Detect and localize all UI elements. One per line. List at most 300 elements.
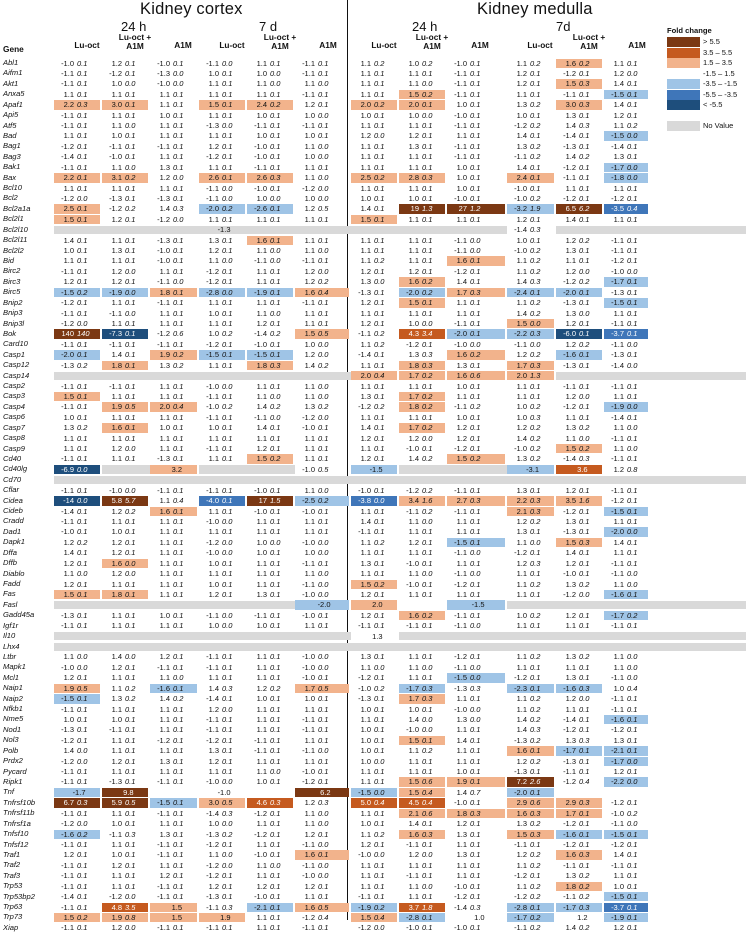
gene-name: Nol3 [3,735,19,745]
fold-change-cell: 1.2 0.1 [208,756,233,766]
fold-change-cell: 1.1 0.2 [408,746,433,756]
gene-name: Trp63 [3,902,23,912]
fold-change-cell: 1.0 0.1 [63,412,88,422]
fold-change-cell: -1.6 0.1 [556,830,602,839]
fold-change-cell: -1.1 0.0 [109,308,136,318]
fold-change-cell: 1.2 0.0 [111,569,136,579]
fold-change-cell: -1.7 0.2 [604,611,648,620]
fold-change-cell: -1.0 0.2 [358,683,385,693]
fold-change-cell: -1.0 0.0 [206,381,233,391]
fold-change-cell: -1.0 0.1 [406,558,433,568]
fold-change-cell: -1.0 0.1 [358,485,385,495]
fold-change-cell: -1.5 0.1 [447,538,505,547]
no-value-band [102,465,150,473]
fold-change-cell: -1.1 0.1 [611,694,638,704]
gene-column-header: Gene [3,44,24,54]
legend-item [667,121,746,131]
fold-change-cell: 1.2 0.1 [111,860,136,870]
fold-change-cell: 1.4 0.1 [613,850,638,860]
fold-change-cell: 1.1 0.0 [304,246,329,256]
fold-change-cell: 1.1 0.1 [111,746,136,756]
fold-change-cell: -1.2 0.0 [302,412,329,422]
fold-change-cell: 1.4 0.1 [613,79,638,89]
fold-change-cell: 1.1 0.1 [613,308,638,318]
fold-change-cell: -1.1 0.1 [157,840,184,849]
fold-change-cell: 1.1 0.1 [159,725,184,735]
fold-change-cell: 1.1 0.1 [456,725,481,735]
gene-name: Casp8 [3,433,25,443]
fold-change-cell: -1.2 0.2 [514,121,541,131]
fold-change-cell: -1.9 0.1 [604,913,648,922]
fold-change-cell: 1.1 0.4 [159,496,184,506]
fold-change-cell: 1.6 0.1 [150,507,197,516]
fold-change-cell: 1.1 0.1 [360,308,385,318]
fold-change-cell: 1.8 0.2 [556,882,602,891]
fold-change-cell: 1.6 0.2 [399,611,445,620]
gene-name: Card10 [3,339,28,349]
fold-change-cell: -1.6 0.1 [604,590,648,599]
fold-change-cell: -1.5 0.0 [351,788,397,797]
fold-change-cell: 1.1 0.0 [111,121,136,131]
fold-change-cell: -1.0 0.1 [157,246,184,256]
fold-change-cell: -1.2 0.1 [206,277,233,287]
fold-change-cell: 1.1 0.1 [256,819,281,829]
fold-change-cell: 1.9 0.2 [150,350,197,359]
fold-change-cell: 1.1 0.1 [159,152,184,162]
fold-change-cell: 1.2 0.1 [256,444,281,454]
fold-change-cell: -1.3 0.1 [109,777,136,787]
fold-change-cell: 1.1 0.1 [256,714,281,724]
fold-change-cell: 1.1 0.1 [159,714,184,724]
fold-change-cell: 1.2 0.1 [516,68,541,78]
gene-name: Ripk1 [3,776,23,786]
fold-change-cell: 2.0 0.1 [399,100,445,109]
table-row [0,350,746,360]
table-row [0,475,746,485]
fold-change-cell: 1.1 0.1 [159,527,184,537]
no-value-band [54,476,746,484]
fold-change-cell: -1.1 0.1 [61,68,88,78]
fold-change-cell: 1.3 0.2 [565,423,590,433]
fold-change-cell: -1.0 0.1 [454,923,481,933]
fold-change-cell: 1.1 0.1 [159,621,184,631]
fold-change-cell: 17 1.5 [247,496,293,505]
fold-change-cell: -2.0 0.2 [399,288,445,297]
fold-change-cell: 1.1 0.1 [304,704,329,714]
fold-change-cell: 1.1 0.1 [256,381,281,391]
no-value-band [54,372,351,380]
fold-change-cell: 2.8 0.3 [399,173,445,182]
fold-change-cell: -1.0 0.5 [302,464,329,474]
fold-change-cell: 1.1 0.2 [516,881,541,891]
fold-change-cell: 1.3 0.1 [456,829,481,839]
fold-change-cell: 1.0 0.0 [304,110,329,120]
fold-change-cell: 1.1 0.1 [159,516,184,526]
fold-change-cell: -1.1 0.1 [254,746,281,756]
fold-change-cell: 1.1 0.1 [456,756,481,766]
fold-change-cell: 1.2 0.1 [111,756,136,766]
gene-name: Dffa [3,547,17,557]
fold-change-cell: 1.4 0.2 [256,402,281,412]
fold-change-cell: 1.8 0.1 [150,288,197,297]
fold-change-cell: -1.1 0.1 [302,256,329,266]
gene-name: Gadd45a [3,610,35,620]
fold-change-cell: 1.4 0.1 [456,277,481,287]
fold-change-cell: -1.1 0.1 [61,308,88,318]
fold-change-cell: 1.0 0.1 [159,610,184,620]
fold-change-cell: 1.1 0.0 [516,537,541,547]
fold-change-cell: 1.1 0.2 [360,58,385,68]
fold-change-cell: -1.1 0.0 [454,621,481,631]
fold-change-cell: 1.1 0.1 [256,89,281,99]
fold-change-cell: 1.4 0.3 [516,725,541,735]
fold-change-cell: 1.3 0.1 [159,756,184,766]
fold-change-cell: 1.1 0.1 [256,527,281,537]
fold-change-cell: 1.1 0.1 [159,558,184,568]
fold-change-cell: 1.1 0.1 [256,266,281,276]
fold-change-cell: 1.4 0.0 [408,714,433,724]
fold-change-cell: 1.2 0.0 [408,850,433,860]
fold-change-cell: 1.2 0.1 [360,266,385,276]
fold-change-cell: 1.6 0.1 [447,256,505,265]
fold-change-cell: 1.1 0.1 [360,121,385,131]
gene-name: Tnfrsf1a [3,818,31,828]
fold-change-cell: 1.8 0.1 [102,361,148,370]
fold-change-cell: 4.8 3.5 [102,903,148,912]
fold-change-cell: 1.1 0.1 [208,569,233,579]
fold-change-cell: 2.7 0.3 [447,496,505,505]
fold-change-cell: 1.4 0.1 [360,516,385,526]
fold-change-cell: 1.1 0.1 [159,579,184,589]
fold-change-cell: 1.2 0.1 [159,652,184,662]
fold-change-cell: 1.1 0.1 [408,673,433,683]
fold-change-cell: 1.2 0.1 [208,246,233,256]
fold-change-cell: 1.3 0.1 [516,485,541,495]
legend-item [667,90,746,100]
fold-change-cell: 1.2 0.1 [111,662,136,672]
fold-change-cell: -1.0 0.2 [514,246,541,256]
fold-change-cell: 1.0 0.1 [360,193,385,203]
fold-change-cell: -1.1 0.0 [611,673,638,683]
fold-change-cell: 1.1 0.1 [159,391,184,401]
fold-change-cell: 1.1 0.1 [408,756,433,766]
fold-change-cell: -1.1 0.0 [302,840,329,849]
fold-change-cell: 1.0 0.1 [304,694,329,704]
fold-change-cell: 1.3 0.2 [565,871,590,881]
fold-change-cell: 1.5 0.1 [351,215,397,224]
fold-change-cell: -1.1 0.1 [563,767,590,777]
fold-change-cell: -1.1 0.1 [611,621,638,631]
table-row [0,225,746,235]
fold-change-cell: -1.2 0.1 [563,162,590,172]
column-header: A1M [471,40,489,50]
fold-change-cell: -1.1 0.1 [358,892,385,902]
table-row [0,714,746,724]
fold-change-cell: -1.1 0.1 [61,485,88,495]
fold-change-cell: -1.1 0.1 [61,121,88,131]
fold-change-cell: 1.2 0.1 [304,881,329,891]
fold-change-cell: -1.5 0.1 [150,798,197,807]
fold-change-cell: -1.0 0.1 [406,923,433,933]
fold-change-cell: -1.0 0.1 [302,506,329,516]
legend-item [667,48,746,58]
fold-change-cell: -1.1 0.1 [254,735,281,745]
legend-title: Fold change [667,26,712,35]
fold-change-cell: -1.7 [54,788,100,797]
fold-change-cell: -1.1 0.1 [454,610,481,620]
fold-change-cell: 1.5 0.4 [399,788,445,797]
fold-change-cell: 2.9 0.6 [507,798,554,807]
fold-change-cell: 1.1 0.1 [613,214,638,224]
gene-name: Bcl2l11 [3,235,28,245]
fold-change-cell: -1.0 0.0 [454,704,481,714]
gene-name: Fadd [3,579,21,588]
fold-change-cell: 1.5 0.2 [447,454,505,463]
fold-change-cell: 1.1 0.1 [256,433,281,443]
fold-change-cell: -1.0 0.1 [302,673,329,683]
fold-change-cell: 1.5 0.1 [54,215,100,224]
fold-change-cell: 1.2 0.1 [63,673,88,683]
fold-change-cell: 1.2 0.1 [304,829,329,839]
fold-change-cell: 19 1.3 [399,204,445,213]
fold-change-cell: -6.9 0.0 [54,465,100,474]
fold-change-cell: 1.1 0.2 [613,121,638,131]
fold-change-cell: -1.2 0.4 [563,777,590,787]
fold-change-cell: -1.1 0.1 [454,319,481,328]
fold-change-cell: 1.4 0.1 [613,100,638,110]
no-value-band [199,465,295,473]
fold-change-cell: 1.8 0.3 [447,809,505,818]
fold-change-cell: 1.7 0.5 [295,684,349,693]
fold-change-cell: 1.1 0.1 [111,89,136,99]
fold-change-cell: -1.2 0.1 [358,673,385,683]
fold-change-cell: 1.5 [150,903,197,912]
fold-change-cell: 1.3 0.2 [516,819,541,829]
fold-change-cell: -1.0 0.1 [254,506,281,516]
table-row [0,339,746,349]
fold-change-cell: 1.3 0.1 [565,673,590,683]
table-row [0,412,746,422]
fold-change-cell: -1.1 0.1 [61,339,88,349]
no-value-band [399,465,507,473]
fold-change-cell: -1.1 0.1 [206,412,233,422]
fold-change-cell: -1.0 0.0 [206,516,233,526]
fold-change-cell: 1.1 0.1 [565,621,590,631]
fold-change-cell: 1.0 0.0 [408,319,433,328]
fold-change-cell: 1.1 0.1 [360,569,385,579]
gene-name: Casp4 [3,401,25,411]
fold-change-cell: 1.6 0.5 [295,903,349,912]
fold-change-cell: -1.4 0.1 [61,892,88,902]
fold-change-cell: -1.1 0.0 [302,860,329,870]
fold-change-cell: -1.4 0.1 [61,506,88,516]
fold-change-cell: 1.1 0.0 [304,79,329,89]
fold-change-cell: -1.1 0.1 [157,662,184,672]
fold-change-cell: 1.1 0.1 [360,767,385,777]
fold-change-cell: 1.0 0.1 [208,308,233,318]
fold-change-cell: -1.0 0.1 [302,610,329,620]
fold-change-cell: 1.1 0.1 [159,569,184,579]
fold-change-cell: 1.3 0.3 [565,735,590,745]
fold-change-cell: -1.1 0.1 [302,725,329,735]
fold-change-cell: 1.2 0.0 [565,694,590,704]
fold-change-cell: 9.8 [102,788,148,797]
fold-change-cell: -1.0 0.0 [109,485,136,495]
fold-change-cell: -14 0.0 [54,496,100,505]
fold-change-cell: 1.2 0.0 [565,266,590,276]
fold-change-cell: 1.1 0.0 [63,569,88,579]
fold-change-cell: 1.8 0.1 [102,590,148,599]
column-header: Lu-oct + A1M [118,32,152,51]
fold-change-cell: 1.1 0.1 [408,860,433,870]
fold-change-cell: 1.1 0.1 [304,214,329,224]
fold-change-cell: 1.3 0.1 [456,360,481,370]
gene-name: Bcl2l1 [3,214,24,224]
fold-change-cell: 1.0 0.2 [408,58,433,68]
fold-change-cell: -1.1 0.1 [611,860,638,870]
fold-change-cell: -1.2 0.1 [206,871,233,881]
gene-name: Trp53 [3,881,23,891]
fold-change-cell: -1.1 0.0 [454,548,481,558]
gene-name: Nme5 [3,714,24,724]
fold-change-cell: 1.1 0.0 [304,819,329,829]
fold-change-cell: 1.2 0.1 [408,131,433,141]
fold-change-cell: 1.1 0.1 [456,871,481,881]
fold-change-cell: -1.1 0.0 [302,579,329,589]
fold-change-cell: -1.3 0.2 [61,360,88,370]
gene-name: Diablo [3,568,25,578]
column-header: Lu-oct + A1M [263,32,297,51]
fold-change-cell: 1.7 0.1 [556,809,602,818]
fold-change-cell: 1.1 0.1 [256,912,281,922]
fold-change-cell: 3.0 0.5 [199,798,245,807]
fold-change-cell: 1.3 0.1 [408,141,433,151]
fold-change-cell: 1.1 0.1 [111,235,136,245]
fold-change-cell: 1.4 0.1 [63,235,88,245]
fold-change-cell: 1.2 0.1 [613,923,638,933]
fold-change-cell: -1.2 0.2 [109,204,136,214]
fold-change-cell: 1.1 0.1 [111,735,136,745]
fold-change-cell: -1.6 0.1 [556,350,602,359]
fold-change-cell: 1.2 0.1 [360,610,385,620]
fold-change-cell: 1.1 0.1 [111,704,136,714]
fold-change-cell: 6.2 [295,788,349,797]
fold-change-cell: 1.4 0.1 [111,350,136,360]
fold-change-cell: 1.0 0.0 [304,193,329,203]
fold-change-cell: 1.3 0.1 [159,162,184,172]
fold-change-cell: 1.1 0.1 [456,840,481,849]
fold-change-cell: -1.1 0.0 [302,746,329,756]
fold-change-cell: 2.4 0.1 [507,173,554,182]
fold-change-cell: 1.1 0.0 [408,516,433,526]
fold-change-cell: 1.4 0.1 [565,548,590,558]
fold-change-cell: 1.1 0.1 [408,68,433,78]
fold-change-cell: 1.4 0.1 [408,819,433,829]
fold-change-cell: 1.1 0.1 [208,79,233,89]
fold-change-cell: 1.1 0.0 [408,79,433,89]
table-row [0,423,746,433]
fold-change-cell: 1.2 0.1 [111,214,136,224]
fold-change-cell: 1.1 0.1 [304,454,329,464]
fold-change-cell: -1.1 0.0 [611,819,638,829]
table-row [0,735,746,745]
gene-name: Cradd [3,516,24,526]
fold-change-cell: -1.3 0.1 [61,610,88,620]
table-row [0,58,746,68]
fold-change-cell: 1.1 0.1 [360,162,385,172]
fold-change-cell: 2.0 0.4 [351,371,397,380]
fold-change-cell: 1.3 0.1 [360,391,385,401]
fold-change-cell: 1.9 [199,913,245,922]
fold-change-cell: 1.1 0.0 [613,662,638,672]
fold-change-cell: 1.1 0.1 [159,444,184,454]
fold-change-cell: -1.5 0.1 [604,90,648,99]
fold-change-cell: 1.5 0.4 [351,913,397,922]
fold-change-cell: 1.6 0.3 [399,830,445,839]
fold-change-cell: 1.0 0.1 [456,183,481,193]
table-row [0,360,746,370]
fold-change-cell: 1.3 0.2 [565,579,590,589]
fold-change-cell: -1.4 0.3 [206,808,233,818]
fold-change-cell: 1.1 0.2 [516,860,541,870]
fold-change-cell: 1.0 0.1 [256,131,281,141]
fold-change-cell: -1.0 0.0 [406,725,433,735]
fold-change-cell: -1.1 0.1 [454,485,481,495]
fold-change-cell: 1.0 0.1 [159,423,184,433]
fold-change-cell: 1.1 0.1 [208,319,233,328]
fold-change-cell: 1.1 0.1 [159,100,184,110]
table-row [0,600,746,610]
fold-change-cell: 1.1 0.1 [256,704,281,714]
fold-change-cell: -1.4 0.1 [563,714,590,724]
fold-change-cell: -1.5 0.1 [604,507,648,516]
gene-name: Il10 [3,631,16,641]
table-row [0,287,746,297]
fold-change-cell: 1.1 0.1 [304,444,329,454]
fold-change-cell: 1.2 0.0 [304,350,329,360]
fold-change-cell: -1.0 0.1 [254,850,281,860]
fold-change-cell: 1.2 0.3 [516,558,541,568]
fold-change-cell: 1.6 0.3 [507,809,554,818]
fold-change-cell: -1.0 0.1 [254,485,281,495]
fold-change-cell: 1.2 0.1 [159,871,184,881]
fold-change-cell: 1.1 0.1 [208,506,233,516]
fold-change-cell: -1.3 0.1 [157,235,184,245]
fold-change-cell: -1.9 0.0 [102,288,148,297]
fold-change-cell: 1.4 0.1 [516,162,541,172]
fold-change-cell: 1.4 0.0 [63,746,88,756]
fold-change-cell: -1.0 0.0 [454,339,481,349]
fold-change-cell: 1.1 0.1 [408,235,433,245]
fold-change-cell: -1.2 0.0 [358,923,385,933]
fold-change-cell: 5.0 0.4 [351,798,397,807]
gene-name: Mapk1 [3,662,26,672]
fold-change-cell: 1.2 0.0 [360,131,385,141]
fold-change-cell: -1.1 0.2 [454,402,481,412]
table-row [0,537,746,547]
fold-change-cell: -1.2 0.6 [157,329,184,339]
gene-name: Birc3 [3,276,21,286]
fold-change-cell: -1.1 0.1 [157,141,184,151]
fold-change-cell: 1.1 0.0 [304,569,329,579]
fold-change-cell: -1.3 0.1 [563,756,590,766]
gene-name: Fasl [3,599,18,609]
fold-change-cell: 1.1 0.1 [408,256,433,266]
fold-change-cell: -3.2 1.9 [507,204,554,213]
fold-change-cell: -1.0 0.1 [406,579,433,589]
fold-change-cell: -1.3 0.1 [563,527,590,537]
fold-change-cell: 1.5 0.6 [399,777,445,786]
